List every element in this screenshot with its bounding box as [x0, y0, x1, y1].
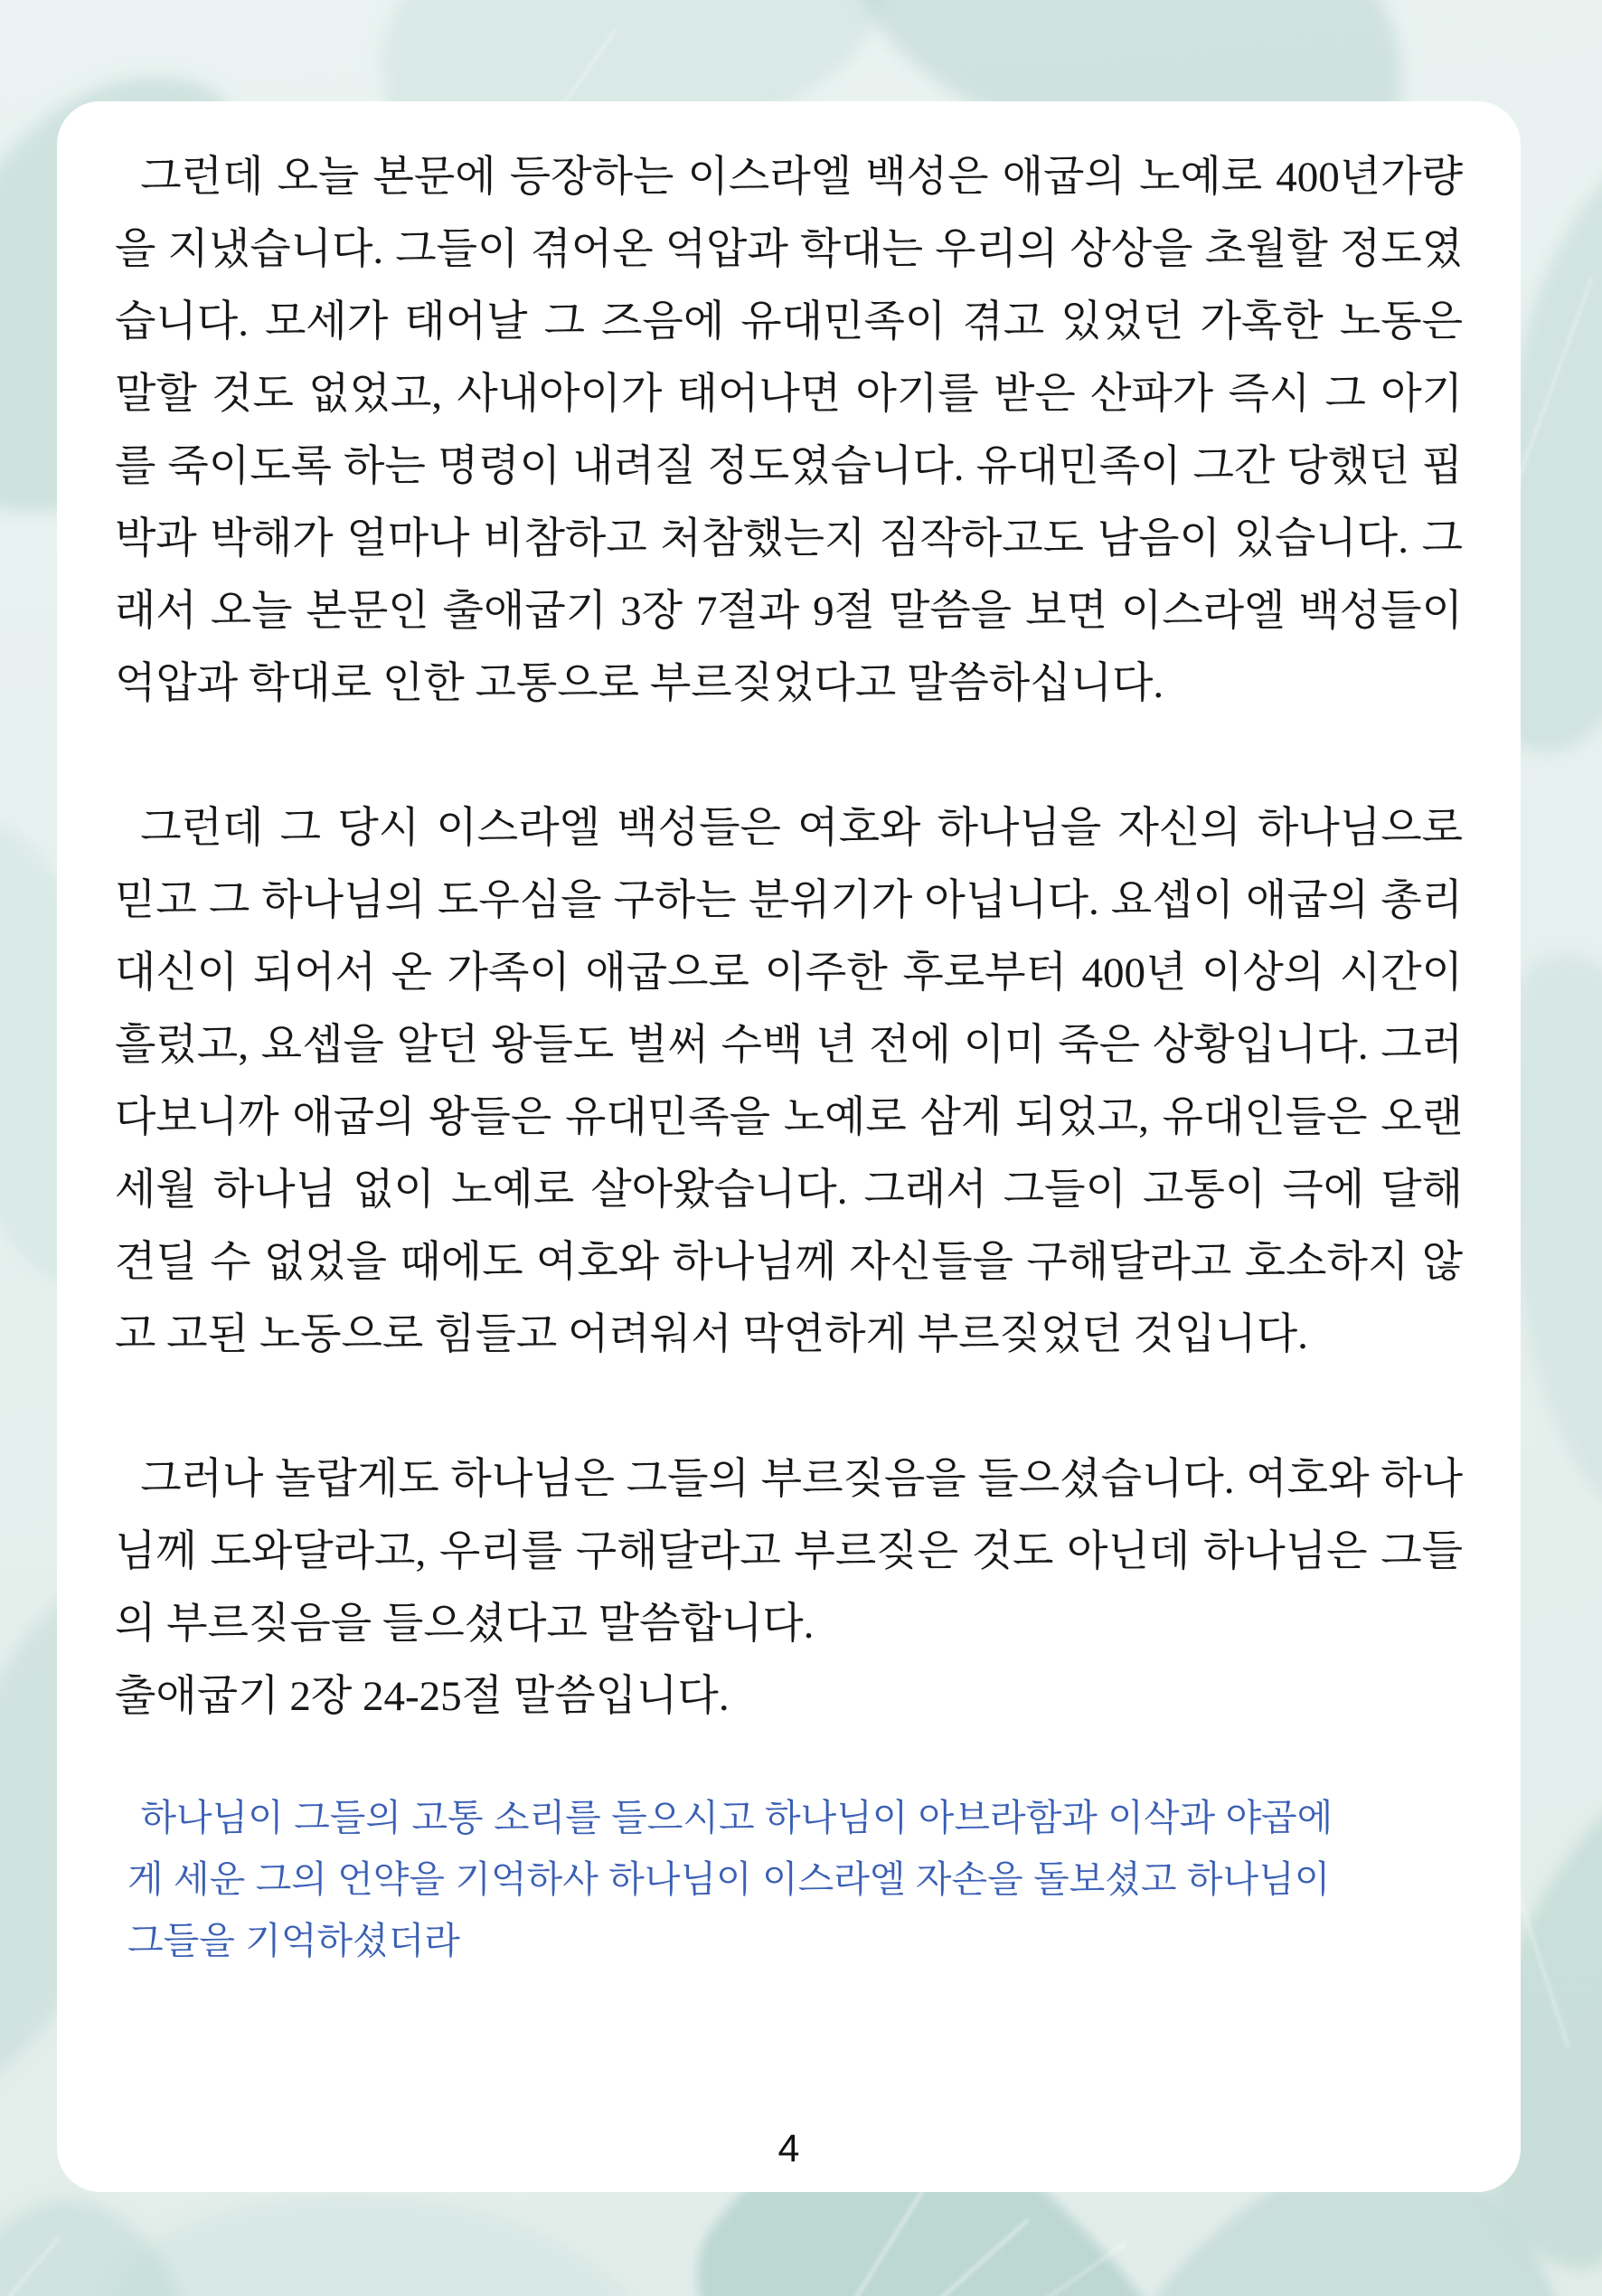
paragraph-3: 그러나 놀랍게도 하나님은 그들의 부르짖음을 들으셨습니다. 여호와 하나님께 도와달라고, 우리를 구해달라고 부르짖은 것도 아닌데 하나님은 그들의 부르짖음을 들으셨다고 말씀합니다. [115, 1456, 1463, 1648]
paragraph-1: 그런데 오늘 본문에 등장하는 이스라엘 백성은 애굽의 노예로 400년가량을 지냈습니다. 그들이 겪어온 억압과 학대는 우리의 상상을 초월할 정도였습니다. 모세가 태어날 그 즈음에 유대민족이 겪고 있었던 가혹한 노동은 말할 것도 없었고, 사내아이가 태어나면 아기를 받은 산파가 즉시 그 아기를 죽이도록 하는 명령이 내려질 정도였습니다. 유대민족이 그간 당했던 핍박과 박해가 얼마나 비참하고 처참했는지 짐작하고도 남음이 있습니다. 그래서 오늘 본문인 출애굽기 3장 7절과 9절 말씀을 보면 이스라엘 백성들이 억압과 학대로 인한 고통으로 부르짖었다고 말씀하십니다. [115, 154, 1463, 707]
scripture-reference: 출애굽기 2장 24-25절 말씀입니다. [115, 1673, 730, 1720]
paragraph-2: 그런데 그 당시 이스라엘 백성들은 여호와 하나님을 자신의 하나님으로 믿고 그 하나님의 도우심을 구하는 분위기가 아닙니다. 요셉이 애굽의 총리대신이 되어서 온 가족이 애굽으로 이주한 후로부터 400년 이상의 시간이 흘렀고, 요셉을 알던 왕들도 벌써 수백 년 전에 이미 죽은 상황입니다. 그러다보니까 애굽의 왕들은 유대민족을 노예로 삼게 되었고, 유대인들은 오랜 세월 하나님 없이 노예로 살아왔습니다. 그래서 그들이 고통이 극에 달해 견딜 수 없었을 때에도 여호와 하나님께 자신들을 구해달라고 호소하지 않고 고된 노동으로 힘들고 어려워서 막연하게 부르짖었던 것입니다. [115, 805, 1463, 1358]
page-card [57, 101, 1521, 2192]
page-number: 4 [777, 2127, 800, 2170]
scripture-quote: 하나님이 그들의 고통 소리를 들으시고 하나님이 아브라함과 이삭과 야곱에게 세운 그의 언약을 기억하사 하나님이 이스라엘 자손을 돌보셨고 하나님이 그들을 기억하셨더라 [127, 1797, 1333, 1961]
